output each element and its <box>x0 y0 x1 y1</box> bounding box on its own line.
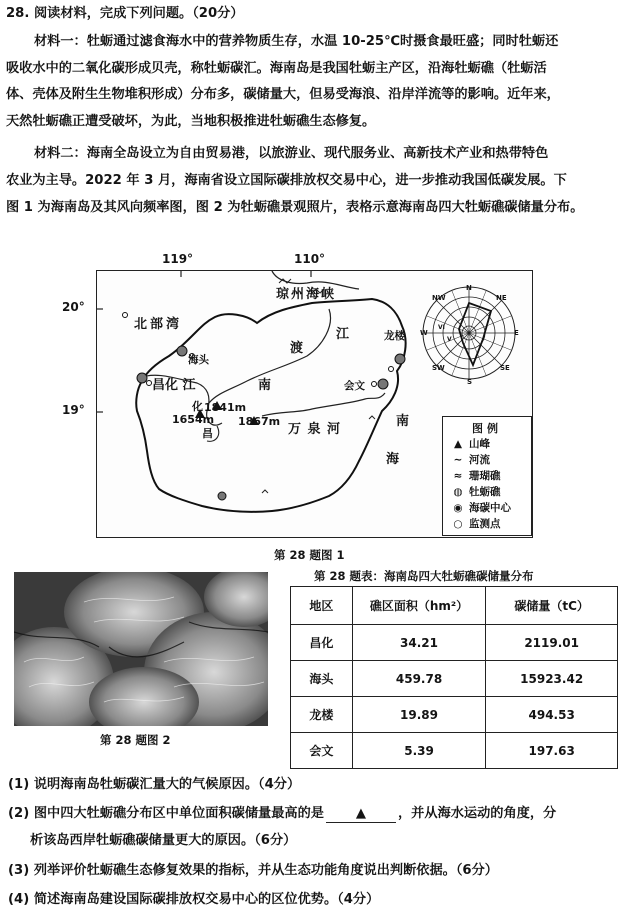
lon-label-110: 110° <box>294 252 326 266</box>
river-south-label: 万 泉 河 <box>288 422 342 437</box>
river-char-jiang-north: 江 <box>336 327 350 342</box>
compass-se: SE <box>500 364 510 372</box>
cell-region: 昌化 <box>291 625 353 661</box>
compass-sw: SW <box>432 364 445 372</box>
question-instruction: 阅读材料，完成下列问题。（20分） <box>33 6 244 21</box>
legend-river: ∼ 河流 <box>447 453 490 467</box>
peak-icon: ▲ <box>453 438 463 450</box>
subquestion-2-cont: 析该岛西岸牡蛎礁碳储量更大的原因。（6分） <box>30 833 297 848</box>
material1-line-4: 天然牡蛎礁正遭受破坏，为此，当地积极推进牡蛎礁生态修复。 <box>6 114 376 129</box>
legend-oyster: ◍ 牡蛎礁 <box>447 485 501 499</box>
cell-region: 龙楼 <box>291 697 353 733</box>
lat-label-19: 19° <box>62 403 85 417</box>
cell-area: 19.89 <box>352 697 486 733</box>
cell-area: 34.21 <box>352 625 486 661</box>
cell-region: 会文 <box>291 733 353 769</box>
coral-icon: ≈ <box>453 470 463 482</box>
peak-1867: 1867m <box>238 415 281 428</box>
river-west-label: 昌化 江 <box>152 378 196 393</box>
peak-1654: 1654m <box>172 413 215 426</box>
compass-e: E <box>514 329 519 337</box>
question-header <box>0 6 641 22</box>
material1-line-2: 吸收水中的二氧化碳形成贝壳，称牡蛎碳汇。海南岛是我国牡蛎主产区，沿海牡蛎礁（牡蛎活 <box>6 61 547 76</box>
table-row <box>291 733 618 769</box>
material2-line-3: 图 1 为海南岛及其风向频率图，图 2 为牡蛎礁景观照片，表格示意海南岛四大牡蛎礁碳储量分布。 <box>6 200 584 215</box>
table-row <box>291 661 618 697</box>
material1-line-1 <box>0 34 641 50</box>
th-area: 礁区面积（hm²） <box>352 587 486 625</box>
carbon-storage-table <box>290 586 618 769</box>
question-number: 28. <box>6 6 30 21</box>
legend-carbon-center: ◉ 海碳中心 <box>447 501 511 515</box>
oyster-icon: ◍ <box>453 486 463 498</box>
cell-carbon: 15923.42 <box>486 661 618 697</box>
cell-carbon: 494.53 <box>486 697 618 733</box>
table-row <box>291 625 618 661</box>
material2-line-2: 农业为主导。2022 年 3 月，海南省设立国际碳排放权交易中心，进一步推动我国低碳发展。下 <box>6 173 567 188</box>
cell-carbon: 197.63 <box>486 733 618 769</box>
subquestion-3: (3) 列举评价牡蛎礁生态修复效果的指标，并从生态功能角度说出判断依据。（6分） <box>8 863 498 878</box>
material1-line-3: 体、壳体及附生生物堆积形成）分布多，碳储量大，但易受海浪、沿岸洋流等的影响。近年来， <box>6 87 560 102</box>
table-caption: 第 28 题表：海南岛四大牡蛎礁碳储量分布 <box>314 569 534 583</box>
subquestion-2-text-b: ，并从海水运动的角度，分 <box>397 806 557 821</box>
cell-carbon: 2119.01 <box>486 625 618 661</box>
gulf-label: 北部湾 <box>134 317 183 332</box>
peak-1841: 1841m <box>204 401 247 414</box>
compass-nw: NW <box>432 294 446 302</box>
monitor-icon: ○ <box>453 518 463 530</box>
lon-label-119: 119° <box>162 252 194 266</box>
material2-title: 材料二： <box>34 146 87 161</box>
th-region: 地区 <box>291 587 353 625</box>
material2-line-1 <box>0 146 641 162</box>
subquestion-4: (4) 简述海南岛建设国际碳排放权交易中心的区位优势。（4分） <box>8 892 380 907</box>
compass-w: W <box>420 329 428 337</box>
compass-ne: NE <box>496 294 507 302</box>
peak-char-chang: 昌 <box>202 427 213 440</box>
cell-area: 459.78 <box>352 661 486 697</box>
material1-title: 材料一： <box>34 34 87 49</box>
lat-label-20: 20° <box>62 300 85 314</box>
oyster-reef-picture <box>14 572 268 726</box>
legend-monitor: ○ 监测点 <box>447 517 501 531</box>
sea-label-hai: 海 <box>386 452 400 467</box>
map-legend <box>442 416 532 536</box>
peak-char-hua: 化 <box>192 400 203 413</box>
river-icon: ∼ <box>453 454 463 466</box>
compass-ring-vi: VI <box>438 324 445 331</box>
answer-blank[interactable]: ▲ <box>326 806 396 823</box>
place-longlou: 龙楼 <box>384 330 405 342</box>
table-header-row <box>291 587 618 625</box>
place-haitou: 海头 <box>188 354 209 366</box>
carbon-center-icon: ◉ <box>453 502 463 514</box>
table-row <box>291 697 618 733</box>
compass-n: N <box>466 284 472 292</box>
legend-title: 图例 <box>472 422 502 435</box>
oyster-reef-photo <box>14 572 268 726</box>
place-huiwen: 会文 <box>344 380 365 392</box>
strait-label: 琼州海峡 <box>276 287 337 302</box>
th-carbon: 碳储量（tC） <box>486 587 618 625</box>
fig1-caption: 第 28 题图 1 <box>274 548 345 562</box>
sea-label-nan: 南 <box>396 414 410 429</box>
material2-text: 海南全岛设立为自由贸易港，以旅游业、现代服务业、高新技术产业和热带特色 <box>86 146 549 161</box>
cell-area: 5.39 <box>352 733 486 769</box>
legend-coral: ≈ 珊瑚礁 <box>447 469 501 483</box>
subquestion-2 <box>0 806 641 823</box>
compass-s: S <box>467 378 473 386</box>
subquestion-1: (1) 说明海南岛牡蛎碳汇量大的气候原因。（4分） <box>8 777 301 792</box>
compass-ring-v: V <box>447 336 452 343</box>
fig2-caption: 第 28 题图 2 <box>100 733 171 747</box>
river-char-du: 渡 <box>290 341 304 356</box>
river-char-nan: 南 <box>258 378 272 393</box>
legend-peak: ▲ 山峰 <box>447 437 490 451</box>
material1-text: 牡蛎通过滤食海水中的营养物质生存，水温 10-25℃时摄食最旺盛；同时牡蛎还 <box>86 34 559 49</box>
cell-region: 海头 <box>291 661 353 697</box>
subquestion-2-text-a: (2) 图中四大牡蛎礁分布区中单位面积碳储量最高的是 <box>8 806 324 821</box>
